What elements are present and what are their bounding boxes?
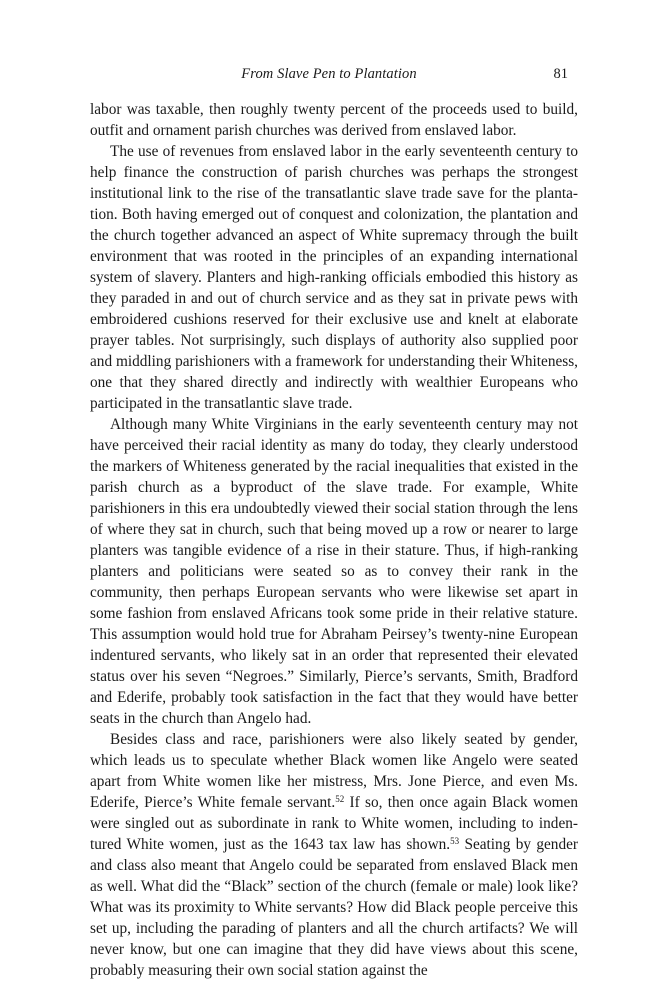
paragraph <box>90 414 578 729</box>
footnote-ref-52[interactable]: 52 <box>335 794 345 804</box>
text-segment: Seating by gender and class also meant that Angelo could be separated from enslaved Black men as well. What did the “Black” section of the church (female or male) look like? What was its proximity to White servants? How did Black people perceive this set up, including the parading of planters and all the church artifacts? We will never know, but one can imagine that they did have views about this scene, probably measuring their own social station against the <box>90 836 578 979</box>
text-segment: labor was taxable, then roughly twenty percent of the proceeds used to build, outfit and ornament parish churches was derived from enslaved labor. <box>90 101 578 139</box>
text-segment: If so, then once again Black women were singled out as subordinate in rank to White women, including to indentured White women, just as the 1643 tax law has shown. <box>90 794 578 853</box>
paragraph <box>90 99 578 141</box>
text-segment: Besides class and race, parishioners were also likely seated by gender, which leads us to speculate whether Black women like Angelo were seated apart from White women like her mistress, Mrs. Jone Pierce, and even Ms. Ederife, Pierce’s White female servant. <box>90 731 578 811</box>
paragraph <box>90 141 578 414</box>
footnote-ref-53[interactable]: 53 <box>450 836 460 846</box>
page-number: 81 <box>553 66 568 82</box>
text-segment: The use of revenues from enslaved labor in the early seventeenth century to help finance the construction of parish churches was perhaps the strongest institutional link to the rise of the transatlantic slave trade save for the plantation. Both having emerged out of conquest and colonization, the plantation and the church together advanced an aspect of White supremacy through the built environment that was rooted in the principles of an expanding international system of slavery. Planters and high-ranking officials embodied this history as they paraded in and out of church service and as they sat in private pews with embroidered cushions reserved for their exclusive use and knelt at elaborate prayer tables. Not surprisingly, such displays of authority also supplied poor and middling parishioners with a framework for understanding their Whiteness, one that they shared directly and indirectly with wealthier Europeans who participated in the transatlantic slave trade. <box>90 143 578 412</box>
body-text <box>90 99 578 981</box>
running-title: From Slave Pen to Plantation <box>241 66 417 82</box>
text-segment: Although many White Virginians in the early seventeenth century may not have perceived their racial identity as many do today, they clearly understood the markers of Whiteness generated by the racial inequalities that existed in the parish church as a byproduct of the slave trade. For example, White parishioners in this era undoubtedly viewed their social station through the lens of where they sat in church, such that being moved up a row or nearer to large planters was tangible evidence of a rise in their stature. Thus, if high-ranking planters and politicians were seated so as to convey their rank in the community, then perhaps European servants who were likewise set apart in some fashion from enslaved Africans took some pride in their relative stature. This assumption would hold true for Abraham Peirsey’s twenty-nine European indentured servants, who likely sat in an order that represented their elevated status over his seven “Negroes.” Similarly, Pierce’s servants, Smith, Bradford and Ederife, probably took satisfaction in the fact that they would have better seats in the church than Angelo had. <box>90 416 578 727</box>
running-header <box>90 66 568 88</box>
paragraph <box>90 729 578 981</box>
